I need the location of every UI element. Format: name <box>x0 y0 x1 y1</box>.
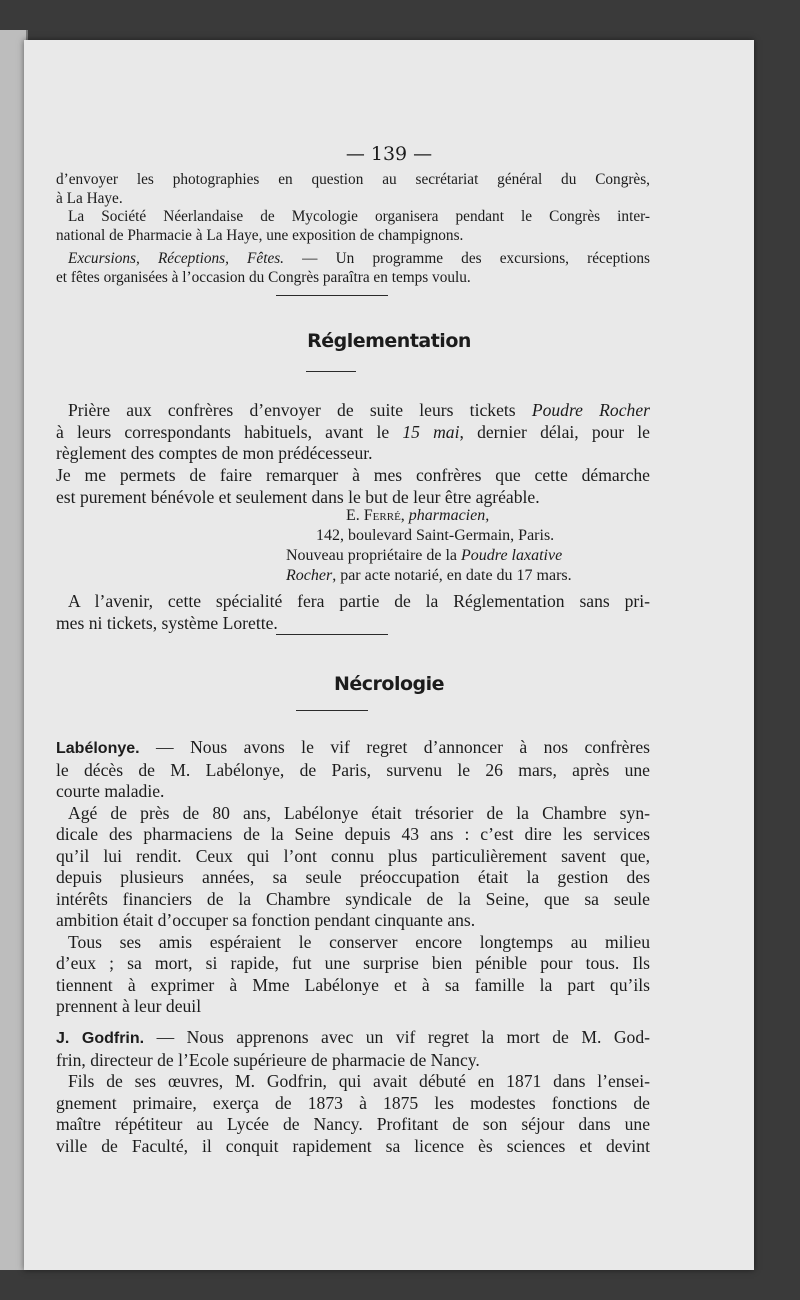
text-run: Nouveau propriétaire de la <box>286 547 462 564</box>
text-line: courte maladie. <box>56 781 165 801</box>
text-line: tiennent à exprimer à Mme Labélonye et à sa famille la part qu’ils <box>56 974 650 995</box>
paragraph-reglementation-3 <box>56 591 650 634</box>
heading-underline <box>306 371 356 372</box>
text-line: dicale des pharmaciens de la Seine depuis 43 ans : c’est dire les services <box>56 824 650 844</box>
product-name: Rocher <box>286 567 333 584</box>
text-line: Fils de ses œuvres, M. Godfrin, qui avait débuté en 1871 dans l’ensei- <box>68 1071 650 1091</box>
text-line: à La Haye. <box>56 189 123 207</box>
text-line: national de Pharmacie à La Haye, une exposition de champignons. <box>56 226 464 244</box>
text-line: Je me permets de faire remarquer à mes confrères que cette démarche <box>56 465 650 485</box>
section-divider <box>276 634 388 635</box>
document-page <box>24 40 754 1270</box>
deceased-name: Labélonye. <box>56 740 140 757</box>
signature-name <box>56 506 650 526</box>
signature-address: 142, boulevard Saint-Germain, Paris. <box>316 527 555 544</box>
text-line: depuis plusieurs années, sa seule préoccupation était la gestion des <box>56 867 650 887</box>
text-line: A l’avenir, cette spécialité fera partie de la Réglementation sans pri- <box>68 591 650 611</box>
page-number: — 139 — <box>345 143 433 165</box>
section-heading-reglementation: Réglementation <box>307 330 471 352</box>
text-line: règlement des comptes de mon prédécesseur. <box>56 443 373 463</box>
text-line <box>56 250 650 269</box>
text-line: d’eux ; sa mort, si rapide, fut une surprise bien pénible pour tous. Ils <box>56 953 650 973</box>
text-run: , dernier délai, pour le <box>459 421 650 442</box>
text-run: Prière aux confrères d’envoyer de suite leurs tickets <box>68 400 532 420</box>
text-line: Agé de près de 80 ans, Labélonye était trésorier de la Chambre syn- <box>68 802 650 823</box>
text-line: prennent à leur deuil <box>56 996 202 1016</box>
text-line: frin, directeur de l’Ecole supérieure de pharmacie de Nancy. <box>56 1049 480 1070</box>
deceased-name: J. Godfrin. <box>56 1030 145 1047</box>
text-line: maître répétiteur au Lycée de Nancy. Profitant de son séjour dans une <box>56 1114 650 1134</box>
text-line: qu’il lui rendit. Ceux qui l’ont connu plus particulièrement savent que, <box>56 845 650 866</box>
text-run: — Nous avons le vif regret d’annoncer à nos confrères <box>139 737 650 757</box>
deadline-date: 15 mai <box>402 421 460 442</box>
text-line: est purement bénévole et seulement dans le but de leur être agréable. <box>56 486 540 507</box>
text-line: La Société Néerlandaise de Mycologie organisera pendant le Congrès inter- <box>68 208 650 225</box>
obituary-labelonye <box>56 737 650 1018</box>
text-line <box>56 422 650 444</box>
heading-underline <box>296 710 368 711</box>
paragraph-mycologie <box>56 208 650 245</box>
paragraph-excursions <box>56 250 650 287</box>
section-heading-necrologie: Nécrologie <box>333 673 445 695</box>
excursions-text: — Un programme des excursions, réceptions <box>284 250 650 267</box>
signature-line <box>56 566 650 586</box>
text-line <box>56 737 650 760</box>
text-line <box>56 400 650 422</box>
section-divider <box>276 295 388 296</box>
text-line: Tous ses amis espéraient le conserver encore longtemps au milieu <box>68 931 650 952</box>
product-name: Poudre laxative <box>461 547 563 564</box>
text-run: à leurs correspondants habituels, avant le <box>56 421 403 442</box>
text-line: et fêtes organisées à l’occasion du Congrès paraîtra en temps voulu. <box>56 268 471 286</box>
text-line: d’envoyer les photographies en question au secrétariat général du Congrès, <box>56 171 650 188</box>
signature-line <box>56 546 650 566</box>
text-line: ambition était d’occuper sa fonction pendant cinquante ans. <box>56 910 476 930</box>
text-line: mes ni tickets, système Lorette. <box>56 612 278 633</box>
text-line: gnement primaire, exerça de 1873 à 1875 les modestes fonctions de <box>56 1092 650 1113</box>
obituary-godfrin <box>56 1027 650 1157</box>
text-run: , par acte notarié, en date du 17 mars. <box>332 567 572 584</box>
text-line: ville de Faculté, il conquit rapidement sa licence ès sciences et devint <box>56 1135 650 1156</box>
paragraph-congres <box>56 171 650 208</box>
text-run: — Nous apprenons avec un vif regret la mort de M. God- <box>144 1027 651 1047</box>
excursions-title: Excursions, Réceptions, Fêtes. <box>68 250 285 267</box>
product-name: Poudre Rocher <box>531 400 650 420</box>
paragraph-reglementation-2 <box>56 465 650 508</box>
text-line <box>56 1027 650 1050</box>
paragraph-reglementation-1 <box>56 400 650 465</box>
text-line: intérêts financiers de la Chambre syndicale de la Seine, que sa seule <box>56 888 650 909</box>
signature-person: E. Ferré, <box>346 507 409 524</box>
text-line: le décès de M. Labélonye, de Paris, survenu le 26 mars, après une <box>56 759 650 780</box>
signature-title: pharmacien, <box>408 507 490 524</box>
signature-block <box>56 506 650 586</box>
